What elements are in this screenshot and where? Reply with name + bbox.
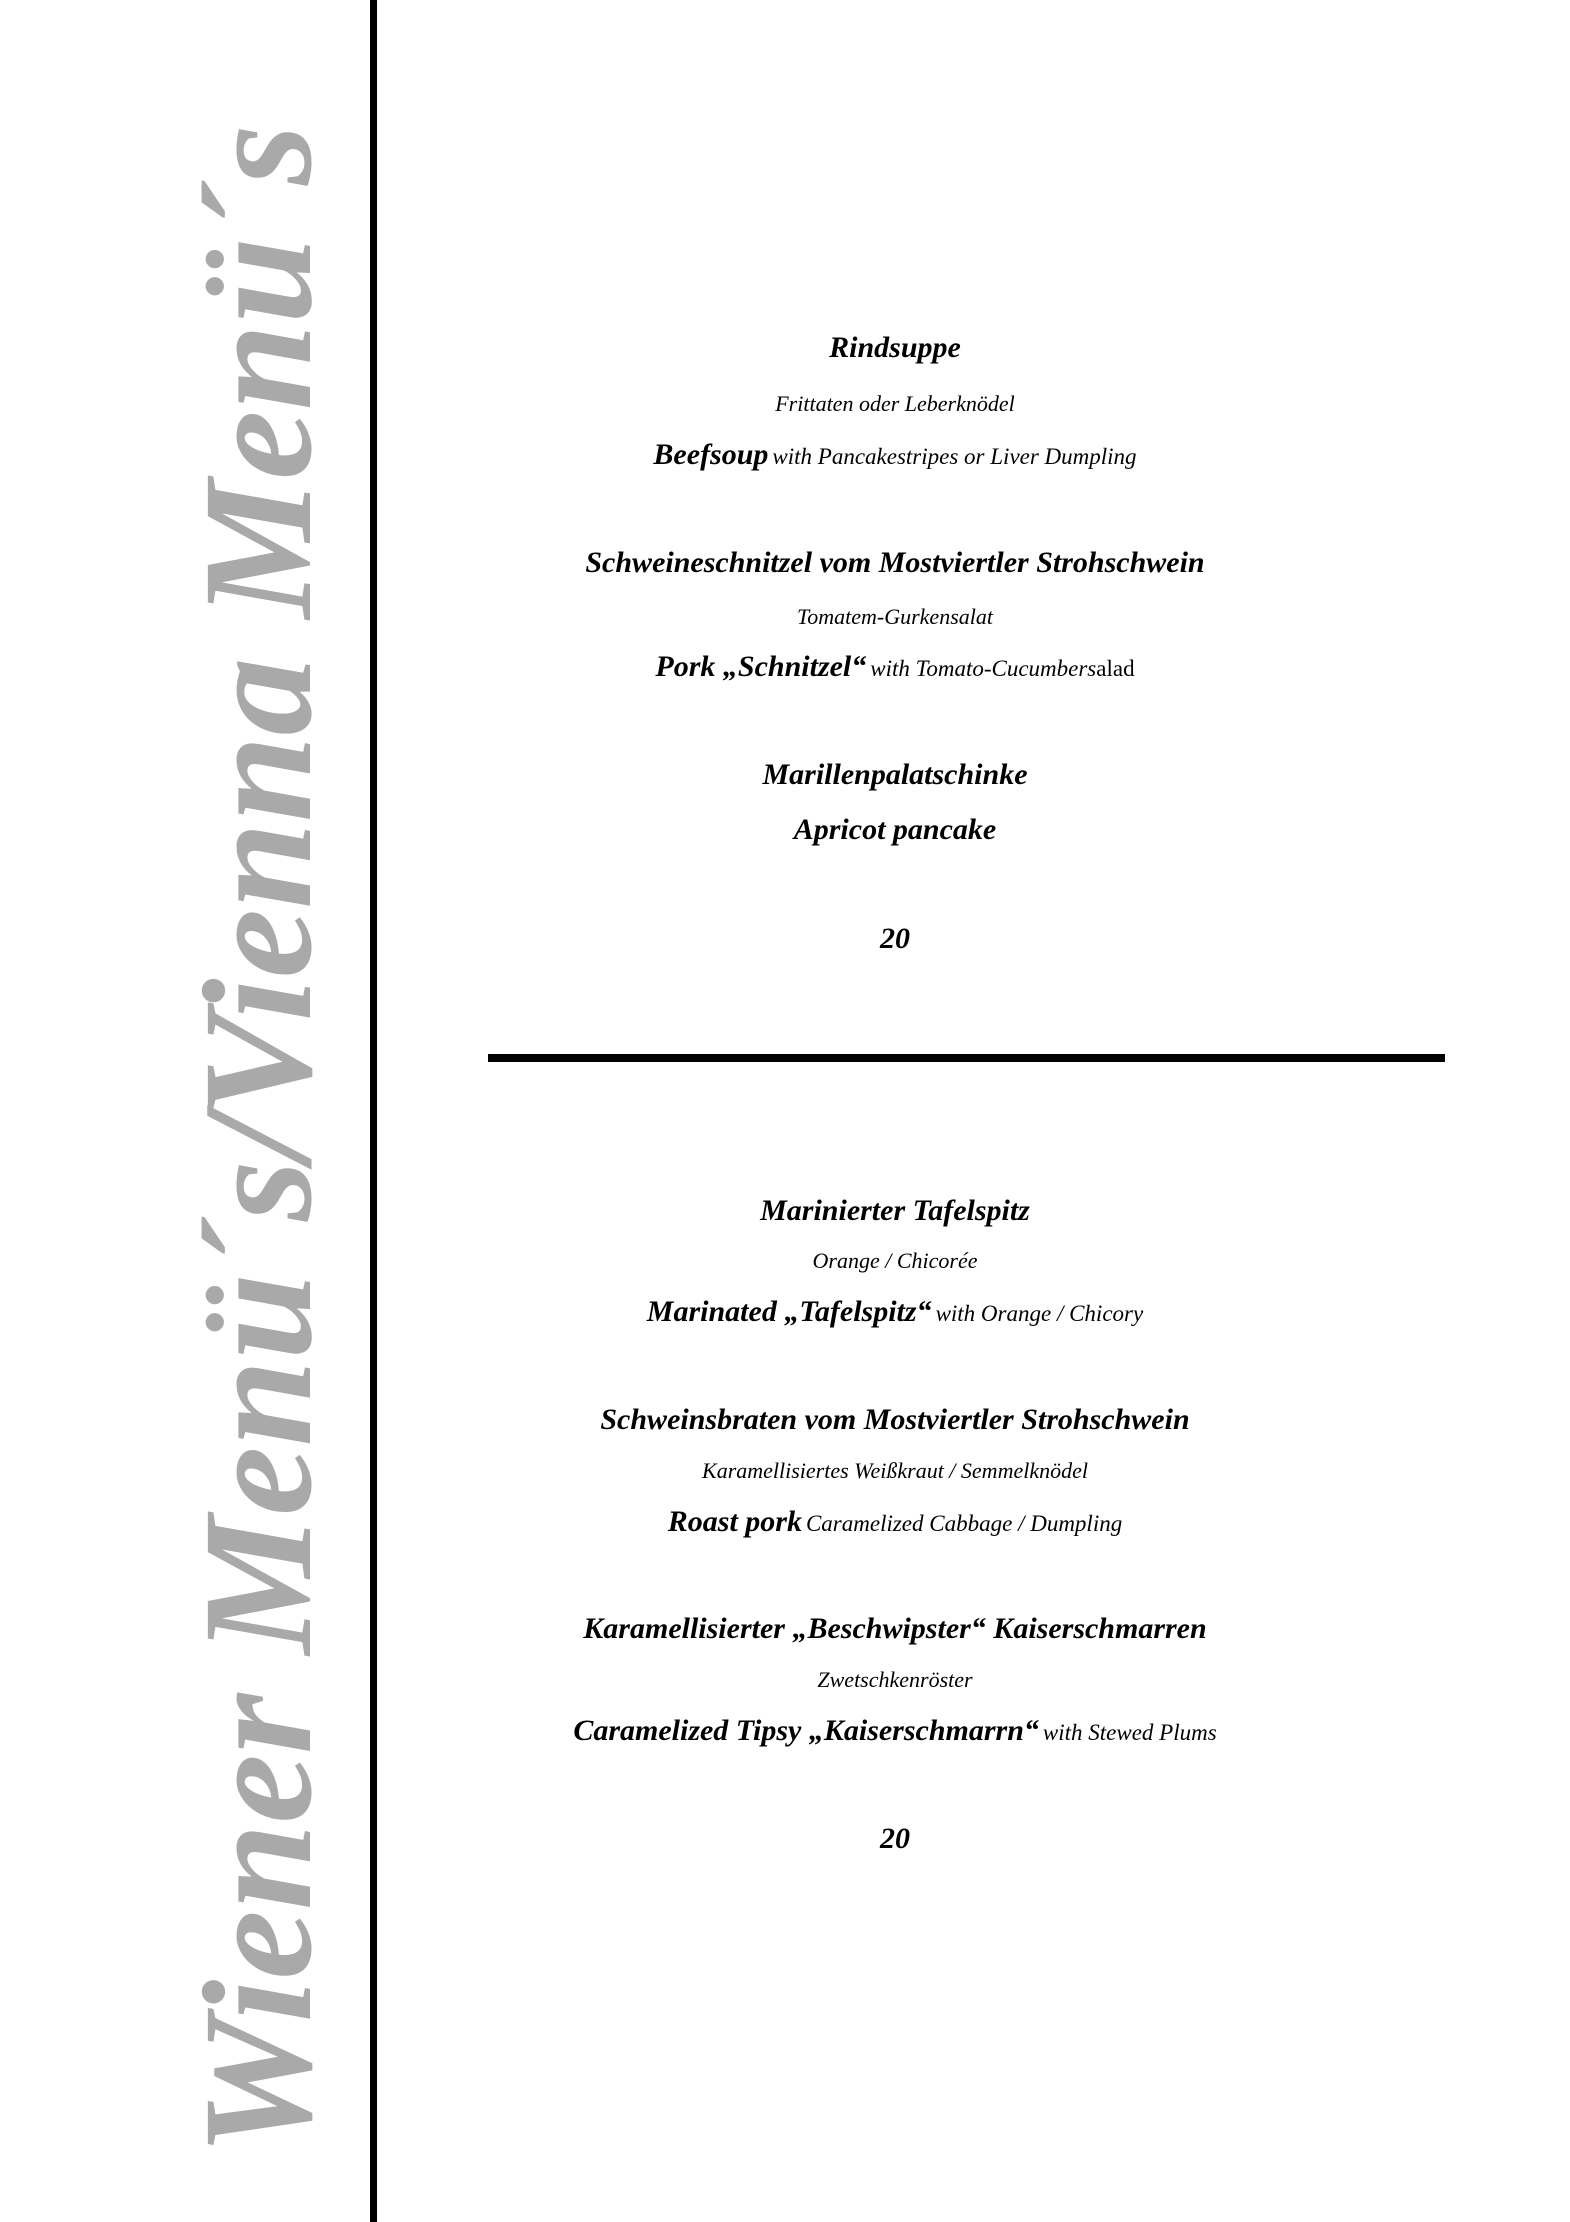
dish-name-german: Schweinsbraten vom Mostviertler Strohschwein [600, 1403, 1190, 1436]
dish-side-german: Tomatem-Gurkensalat [797, 604, 993, 629]
dish-name-english: Beefsoup [653, 438, 769, 471]
dish-side-english-tail: alad [1096, 656, 1135, 681]
dish-name-german: Marinierter Tafelspitz [760, 1194, 1030, 1227]
dish-side-english [870, 656, 1134, 681]
dish-english-line [395, 1507, 1395, 1537]
dish-english-line [395, 1297, 1395, 1327]
dish-side-english-main: with Tomato-Cucumbers [870, 656, 1097, 681]
dish-side-german: Orange / Chicorée [812, 1248, 978, 1273]
dish-side-english: with Orange / Chicory [935, 1301, 1144, 1326]
dish-name-german: Marillenpalatschinke [762, 758, 1028, 791]
dish-name-german: Karamellisierter „Beschwipster“ Kaiserschmarren [583, 1612, 1207, 1645]
menu-price: 20 [880, 1822, 910, 1855]
dish-name-english: Apricot pancake [793, 813, 997, 846]
dish-name-english: Caramelized Tipsy „Kaiserschmarrn“ [573, 1714, 1039, 1747]
vertical-divider [370, 0, 377, 2222]
dish-english-line [395, 652, 1395, 682]
horizontal-divider [488, 1054, 1445, 1062]
dish-name-english: Marinated „Tafelspitz“ [646, 1295, 932, 1328]
dish-side-english: with Stewed Plums [1042, 1720, 1217, 1745]
dish-english-line [395, 440, 1395, 470]
dish-side-german: Zwetschkenröster [817, 1667, 973, 1692]
dish-side-german: Frittaten oder Leberknödel [775, 391, 1015, 416]
menu-price: 20 [880, 922, 910, 955]
dish-side-english: with Pancakestripes or Liver Dumpling [772, 444, 1137, 469]
dish-name-english: Roast pork [667, 1505, 802, 1538]
dish-english-line [395, 1716, 1395, 1746]
dish-side-german: Karamellisiertes Weißkraut / Semmelknödel [702, 1458, 1088, 1483]
dish-side-english: Caramelized Cabbage / Dumpling [805, 1511, 1123, 1536]
dish-name-german: Schweineschnitzel vom Mostviertler Strohschwein [585, 546, 1205, 579]
dish-name-english: Pork „Schnitzel“ [655, 650, 867, 683]
dish-name-german: Rindsuppe [829, 331, 961, 364]
menu-title-vertical: Wiener Menü´s/Vienna Menü´s [171, 124, 344, 2156]
